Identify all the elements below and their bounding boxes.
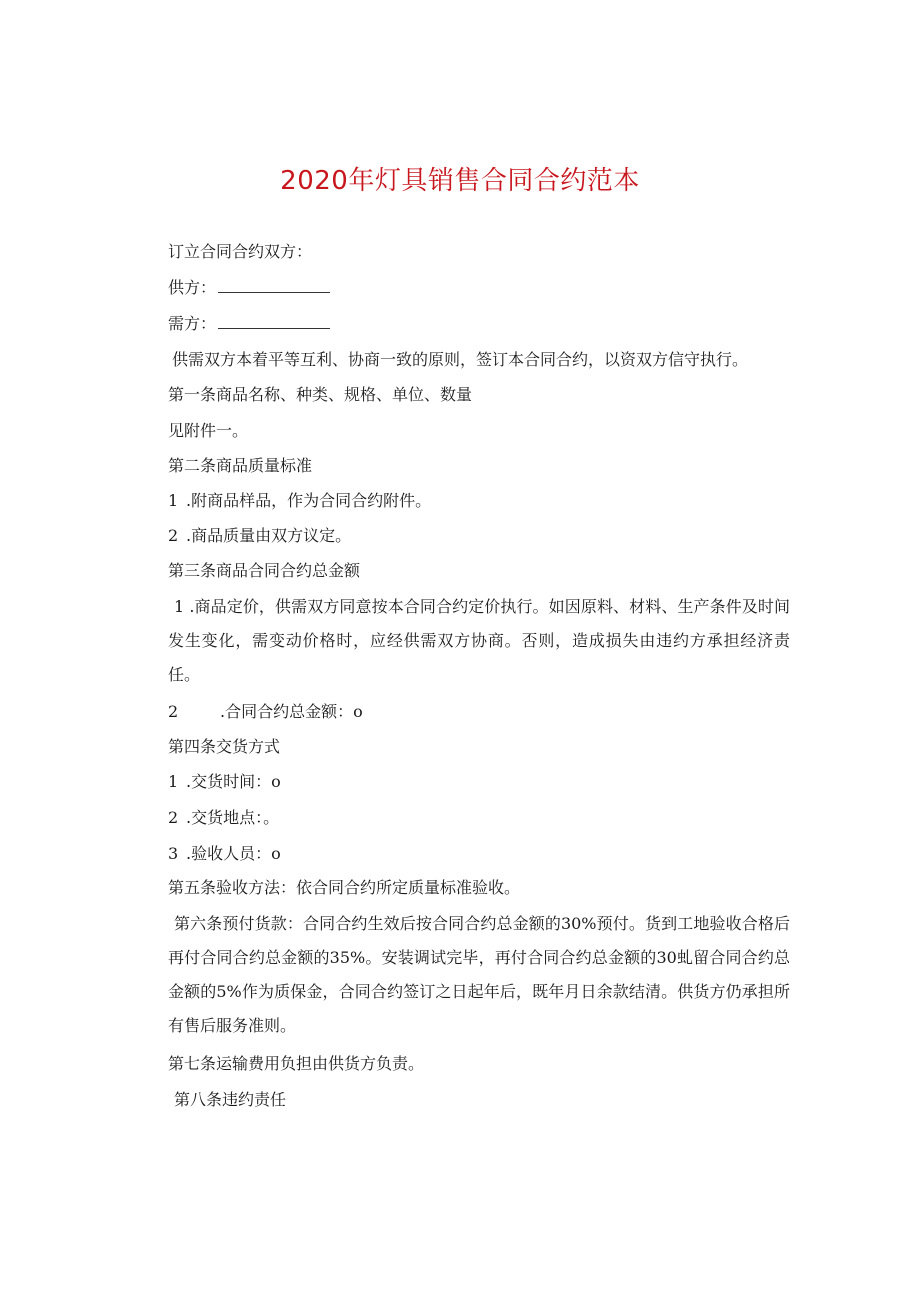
item-text: .交货时间：o (186, 772, 281, 791)
item-text: .验收人员：o (186, 844, 281, 863)
article-8-heading: 第八条违约责任 (174, 1090, 287, 1109)
item-number: 3 (168, 844, 179, 863)
article-4-item-3 (168, 843, 281, 865)
supplier-label: 供方： (168, 278, 217, 297)
article-3-item-2 (168, 701, 363, 723)
buyer-line (168, 313, 330, 335)
article-2-item-2 (168, 525, 351, 547)
article-4-item-2 (168, 807, 279, 829)
buyer-blank (218, 314, 330, 329)
item-text: .交货地点：。 (186, 808, 280, 827)
buyer-label: 需方： (168, 314, 217, 333)
article-6: 第六条预付货款：合同合约生效后按合同合约总金额的30%预付。货到工地验收合格后再付合同合约总金额的35%。安装调试完毕，再付合同合约总金额的30虬留合同合约总金额的5%作为质保金，合同合约签订之日起年后，既年月日余款结清。供货方仍承担所有售后服务准则。 (168, 914, 790, 1035)
item-number: 2 (168, 702, 179, 721)
article-4-heading: 第四条交货方式 (168, 737, 281, 756)
item-number: 1 (168, 491, 179, 510)
article-2-heading: 第二条商品质量标准 (168, 456, 313, 475)
article-4-item-1 (168, 771, 281, 793)
article-1-body: 见附件一。 (168, 421, 249, 440)
document-title: 2020年灯具销售合同合约范本 (280, 166, 640, 196)
article-1-heading: 第一条商品名称、种类、规格、单位、数量 (168, 385, 473, 404)
article-5: 第五条验收方法：依合同合约所定质量标准验收。 (168, 878, 521, 897)
item-text: .附商品样品，作为合同合约附件。 (186, 491, 432, 510)
article-3-item-1: 1 .商品定价，供需双方同意按本合同合约定价执行。如因原料、材料、生产条件及时间发生变化，需变动价格时，应经供需双方协商。否则，造成损失由违约方承担经济责任。 (168, 597, 790, 684)
item-text: .商品质量由双方议定。 (186, 526, 352, 545)
supplier-line (168, 277, 330, 299)
article-2-item-1 (168, 490, 431, 512)
parties-heading: 订立合同合约双方： (168, 242, 313, 261)
item-number: 2 (168, 526, 179, 545)
supplier-blank (218, 278, 330, 293)
item-text: .合同合约总金额：o (220, 702, 363, 721)
article-7: 第七条运输费用负担由供货方负责。 (168, 1054, 425, 1073)
item-number: 1 (168, 772, 179, 791)
preamble: 供需双方本着平等互利、协商一致的原则，签订本合同合约，以资双方信守执行。 (172, 350, 749, 369)
article-3-heading: 第三条商品合同合约总金额 (168, 561, 361, 580)
item-number: 2 (168, 808, 179, 827)
